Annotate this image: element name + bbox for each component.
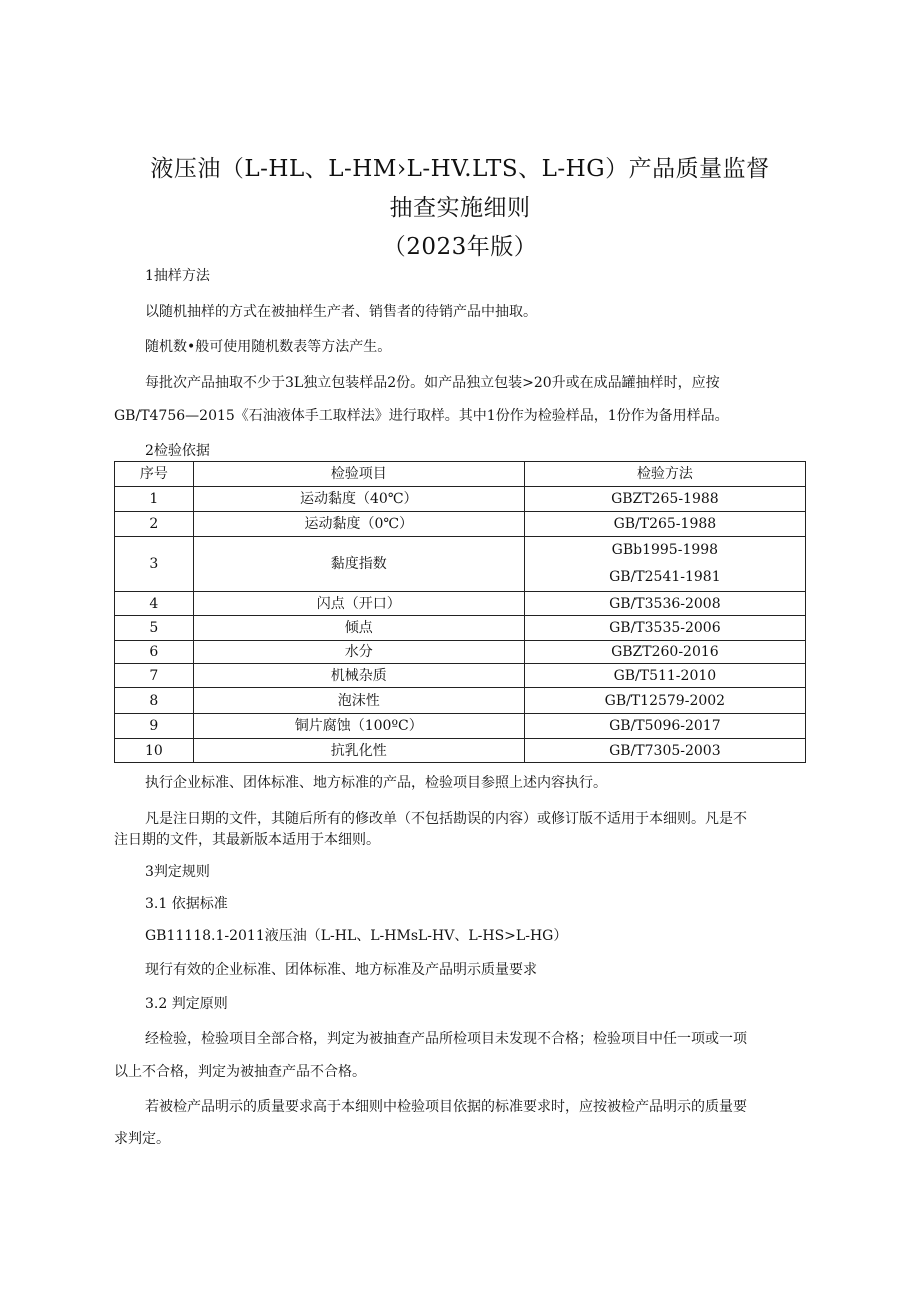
header-no: 序号 <box>115 462 194 487</box>
row-item: 机械杂质 <box>193 664 524 688</box>
section-1-paragraph-2: 随机数•般可使用随机数表等方法产生。 <box>145 339 392 355</box>
header-method: 检验方法 <box>524 462 805 487</box>
table-row <box>115 688 806 714</box>
row-no: 6 <box>115 641 194 664</box>
row-method: GB/T265-1988 <box>524 512 805 537</box>
row-no: 5 <box>115 616 194 641</box>
row-item: 水分 <box>193 641 524 664</box>
title-line-3: （2023年版） <box>382 234 538 260</box>
header-item: 检验项目 <box>193 462 524 487</box>
table-header-row <box>115 462 806 487</box>
row-no: 1 <box>115 487 194 512</box>
standard-2: 现行有效的企业标准、团体标准、地方标准及产品明示质量要求 <box>145 962 537 978</box>
row-method: GB/T2541-1981 <box>609 569 721 585</box>
row-item: 运动黏度（0℃） <box>193 512 524 537</box>
row-method: GBZT265-1988 <box>524 487 805 512</box>
table-row <box>115 714 806 739</box>
section-2-note-2-line-2: 注日期的文件，其最新版本适用于本细则。 <box>114 832 380 848</box>
row-no: 4 <box>115 592 194 616</box>
section-2-note-2-line-1: 凡是注日期的文件，其随后所有的修改单（不包括勘误的内容）或修订版不适用于本细则。凡是不 <box>145 811 747 827</box>
rule-2-line-2: 求判定。 <box>114 1131 170 1147</box>
row-no: 7 <box>115 664 194 688</box>
row-method: GB/T7305-2003 <box>524 739 805 763</box>
row-no: 2 <box>115 512 194 537</box>
row-method: GB/T3535-2006 <box>524 616 805 641</box>
row-item: 抗乳化性 <box>193 739 524 763</box>
table-row <box>115 512 806 537</box>
row-method: GB/T511-2010 <box>524 664 805 688</box>
section-2-note-1: 执行企业标准、团体标准、地方标准的产品，检验项目参照上述内容执行。 <box>145 775 607 791</box>
table-row <box>115 616 806 641</box>
table-row <box>115 664 806 688</box>
row-method: GB/T3536-2008 <box>524 592 805 616</box>
section-2-heading: 2检验依据 <box>145 443 210 459</box>
section-1-paragraph-3-line-1: 每批次产品抽取不少于3L独立包装样品2份。如产品独立包装>20升或在成品罐抽样时，应按 <box>145 375 720 391</box>
row-no: 3 <box>115 537 194 592</box>
table-row <box>115 739 806 763</box>
row-item: 运动黏度（40℃） <box>193 487 524 512</box>
row-method: GB/T12579-2002 <box>524 688 805 714</box>
title-line-1: 液压油（L-HL、L-HM›L-HV.LTS、L-HG）产品质量监督 <box>150 156 770 182</box>
title-line-2: 抽查实施细则 <box>389 195 531 221</box>
table-row <box>115 487 806 512</box>
inspection-table <box>114 461 806 763</box>
section-1-paragraph-3-line-2: GB/T4756—2015《石油液体手工取样法》进行取样。其中1份作为检验样品，1份作为备用样品。 <box>114 408 729 424</box>
row-method: GB/T5096-2017 <box>524 714 805 739</box>
rule-2-line-1: 若被检产品明示的质量要求高于本细则中检验项目依据的标准要求时，应按被检产品明示的质量要 <box>145 1099 747 1115</box>
rule-1-line-1: 经检验，检验项目全部合格，判定为被抽查产品所检项目未发现不合格；检验项目中任一项或一项 <box>145 1031 747 1047</box>
section-1-heading: 1抽样方法 <box>145 268 210 284</box>
section-3-heading: 3判定规则 <box>145 864 210 880</box>
rule-1-line-2: 以上不合格，判定为被抽查产品不合格。 <box>114 1064 366 1080</box>
table-row <box>115 641 806 664</box>
section-3-2-heading: 3.2 判定原则 <box>145 996 228 1012</box>
row-method: GBZT260-2016 <box>524 641 805 664</box>
row-item: 倾点 <box>193 616 524 641</box>
row-no: 8 <box>115 688 194 714</box>
row-item: 泡沫性 <box>193 688 524 714</box>
row-method-cell <box>524 537 805 592</box>
table-row <box>115 592 806 616</box>
row-no: 9 <box>115 714 194 739</box>
row-no: 10 <box>115 739 194 763</box>
standard-1: GB11118.1-2011液压油（L-HL、L-HMsL-HV、L-HS>L-HG） <box>145 928 568 944</box>
table-row <box>115 537 806 592</box>
section-1-paragraph-1: 以随机抽样的方式在被抽样生产者、销售者的待销产品中抽取。 <box>145 304 537 320</box>
row-item: 闪点（开口） <box>193 592 524 616</box>
section-3-1-heading: 3.1 依据标准 <box>145 896 228 912</box>
row-item: 黏度指数 <box>193 537 524 592</box>
row-item: 铜片腐蚀（100ºC） <box>193 714 524 739</box>
row-method: GBb1995-1998 <box>611 542 719 558</box>
